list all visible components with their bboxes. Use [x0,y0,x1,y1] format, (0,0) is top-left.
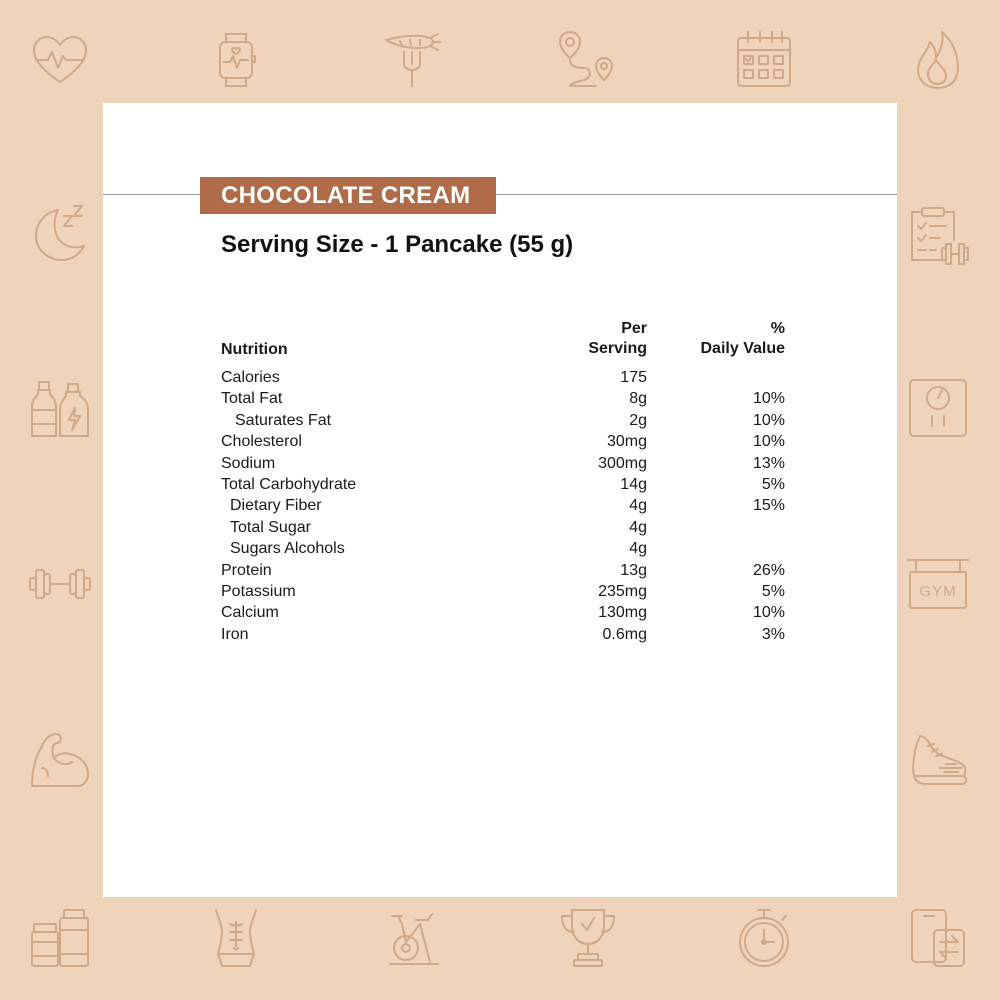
table-row [221,453,791,474]
per-serving-value: 4g [629,540,647,558]
product-title-banner: CHOCOLATE CREAM [200,177,496,214]
per-serving-value: 235mg [598,582,647,600]
table-row [221,367,791,388]
table-row [221,495,791,516]
table-row [221,624,791,645]
workout-plan-clipboard-icon [906,202,970,266]
weight-scale-icon [906,376,970,440]
smartwatch-icon [204,28,268,92]
calendar-icon [732,28,796,92]
table-row [221,560,791,581]
daily-value-percent: 13% [752,454,785,472]
nutrition-rows [221,367,791,645]
gym-sign-text: GYM [919,583,957,600]
phone-sync-icon [906,906,970,970]
header-nutrition: Nutrition [221,341,288,358]
daily-value-percent: 10% [752,390,785,408]
flexed-arm-icon [28,728,92,792]
dumbbell-icon [28,552,92,616]
table-row [221,602,791,623]
daily-value-percent: 15% [752,497,785,515]
per-serving-value: 300mg [598,454,647,472]
stopwatch-icon [732,906,796,970]
nutrition-table-header [221,313,791,359]
nutrient-name: Sodium [221,454,276,472]
nutrient-name: Total Fat [221,390,283,408]
per-serving-value: 30mg [606,433,647,451]
trophy-icon [556,906,620,970]
per-serving-value: 4g [629,518,647,536]
table-row [221,388,791,409]
per-serving-value: 8g [629,390,647,408]
nutrient-name: Calories [221,369,280,386]
nutrient-name: Dietary Fiber [230,497,322,515]
route-map-icon [556,28,620,92]
sleep-moon-icon [28,200,92,264]
nutrient-name: Cholesterol [221,433,302,451]
daily-value-percent: 26% [752,561,785,579]
nutrient-name: Saturates Fat [235,411,332,429]
daily-value-percent: 5% [761,475,785,493]
heart-rate-icon [28,28,92,92]
per-serving-value: 130mg [598,604,647,622]
nutrient-name: Total Carbohydrate [221,475,357,493]
nutrition-table [221,313,791,645]
per-serving-value: 4g [629,497,647,515]
daily-value-percent: 10% [752,433,785,451]
table-row [221,410,791,431]
abs-torso-icon [204,906,268,970]
nutrient-name: Potassium [221,582,296,600]
serving-size-heading: Serving Size - 1 Pancake (55 g) [221,231,574,258]
exercise-bike-icon [380,906,444,970]
header-per-serving: Per Serving [588,320,647,357]
per-serving-value: 14g [620,475,647,493]
table-row [221,431,791,452]
carrot-fork-icon [380,28,444,92]
nutrient-name: Iron [221,625,249,643]
gym-sign-icon [906,552,970,616]
table-row [221,474,791,495]
per-serving-value: 0.6mg [602,625,647,643]
water-bottles-icon [28,376,92,440]
daily-value-percent: 10% [752,411,785,429]
nutrition-card [103,103,897,897]
per-serving-value: 13g [620,561,647,579]
header-daily-value: % Daily Value [700,320,785,357]
daily-value-percent: 5% [761,582,785,600]
nutrient-name: Sugars Alcohols [230,540,345,558]
table-row [221,581,791,602]
daily-value-percent: 3% [761,625,785,643]
flame-icon [906,28,970,92]
table-row [221,517,791,538]
per-serving-value: 2g [629,411,647,429]
per-serving-value: 175 [620,369,647,386]
nutrient-name: Calcium [221,604,279,622]
table-row [221,538,791,559]
daily-value-percent: 10% [752,604,785,622]
supplement-jars-icon [28,906,92,970]
nutrient-name: Protein [221,561,272,579]
running-shoe-icon [906,728,970,792]
nutrient-name: Total Sugar [230,518,311,536]
